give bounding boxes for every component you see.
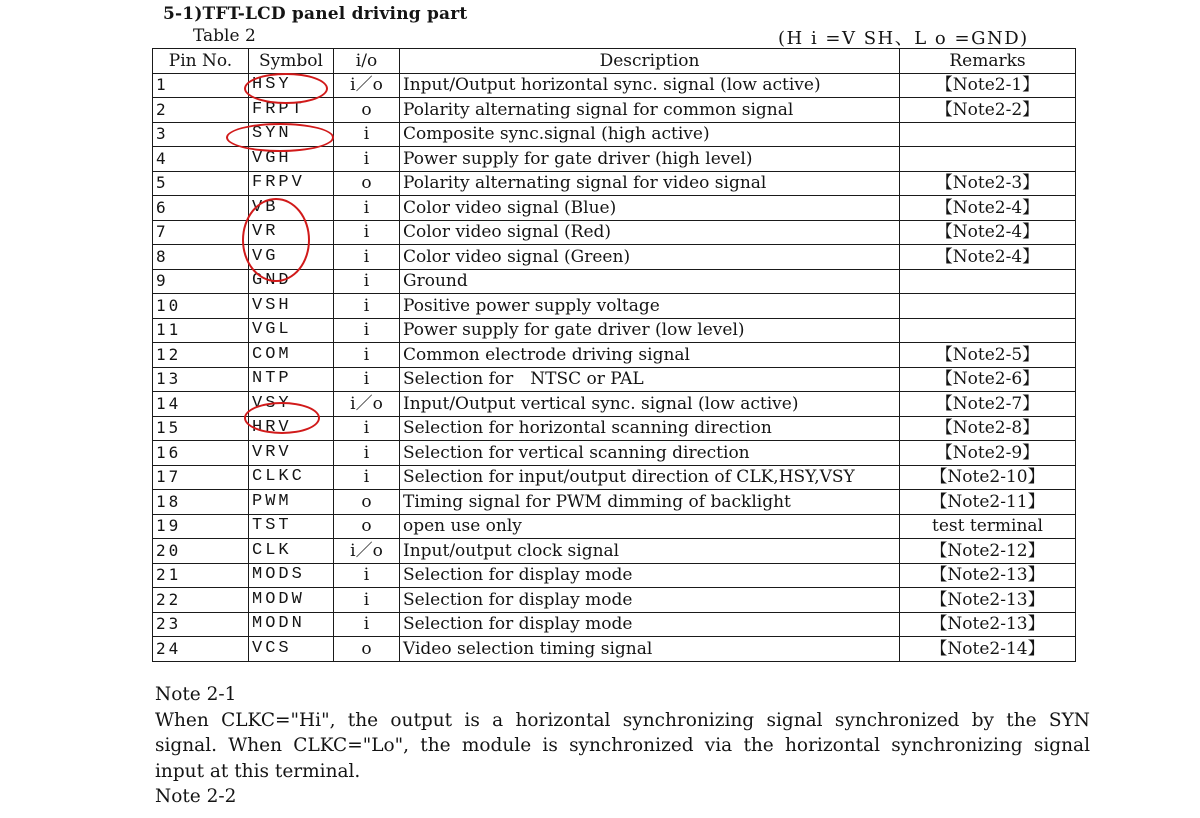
table-row xyxy=(153,73,1076,98)
pin-number-cell: 22 xyxy=(153,588,249,613)
io-cell: i xyxy=(334,343,400,368)
table-row xyxy=(153,343,1076,368)
symbol-cell: GND xyxy=(249,269,334,294)
pin-number-cell: 14 xyxy=(153,392,249,417)
symbol-cell: SYN xyxy=(249,122,334,147)
description-cell: Input/output clock signal xyxy=(400,539,900,564)
description-cell: Selection for input/output direction of CLK,HSY,VSY xyxy=(400,465,900,490)
remarks-cell: 【Note2-12】 xyxy=(900,539,1076,564)
table-row xyxy=(153,612,1076,637)
symbol-cell: FRPT xyxy=(249,98,334,123)
remarks-cell: 【Note2-4】 xyxy=(900,220,1076,245)
pin-number-cell: 3 xyxy=(153,122,249,147)
description-cell: Composite sync.signal (high active) xyxy=(400,122,900,147)
description-cell: Selection for NTSC or PAL xyxy=(400,367,900,392)
symbol-cell: TST xyxy=(249,514,334,539)
io-cell: i xyxy=(334,294,400,319)
description-cell: Positive power supply voltage xyxy=(400,294,900,319)
header-remarks: Remarks xyxy=(900,49,1076,74)
description-cell: Selection for display mode xyxy=(400,588,900,613)
pin-number-cell: 2 xyxy=(153,98,249,123)
note-2-1-text-line: When CLKC="Hi", the output is a horizontal synchronizing signal synchronized by the SYN xyxy=(155,709,1090,731)
symbol-cell: CLKC xyxy=(249,465,334,490)
remarks-cell: test terminal xyxy=(900,514,1076,539)
symbol-cell: MODN xyxy=(249,612,334,637)
description-cell: Input/Output horizontal sync. signal (low active) xyxy=(400,73,900,98)
io-cell: i xyxy=(334,122,400,147)
header-pin-no: Pin No. xyxy=(153,49,249,74)
table-row xyxy=(153,171,1076,196)
table-row xyxy=(153,514,1076,539)
description-cell: Timing signal for PWM dimming of backlight xyxy=(400,490,900,515)
table-row xyxy=(153,245,1076,270)
io-cell: i xyxy=(334,416,400,441)
description-cell: Polarity alternating signal for common signal xyxy=(400,98,900,123)
table-header-row xyxy=(153,49,1076,74)
header-symbol: Symbol xyxy=(249,49,334,74)
io-cell: o xyxy=(334,98,400,123)
pin-number-cell: 21 xyxy=(153,563,249,588)
table-row xyxy=(153,490,1076,515)
io-cell: i xyxy=(334,318,400,343)
pin-number-cell: 19 xyxy=(153,514,249,539)
pin-number-cell: 7 xyxy=(153,220,249,245)
symbol-cell: PWM xyxy=(249,490,334,515)
table-row xyxy=(153,269,1076,294)
remarks-cell: 【Note2-13】 xyxy=(900,612,1076,637)
table-row xyxy=(153,196,1076,221)
io-cell: i／o xyxy=(334,392,400,417)
pin-number-cell: 20 xyxy=(153,539,249,564)
symbol-cell: VGL xyxy=(249,318,334,343)
table-row xyxy=(153,539,1076,564)
remarks-cell: 【Note2-2】 xyxy=(900,98,1076,123)
io-cell: i／o xyxy=(334,539,400,564)
table-row xyxy=(153,392,1076,417)
description-cell: Input/Output vertical sync. signal (low active) xyxy=(400,392,900,417)
notes-section xyxy=(155,682,1090,810)
description-cell: Color video signal (Blue) xyxy=(400,196,900,221)
header-description: Description xyxy=(400,49,900,74)
pin-number-cell: 15 xyxy=(153,416,249,441)
remarks-cell: 【Note2-13】 xyxy=(900,588,1076,613)
pin-number-cell: 16 xyxy=(153,441,249,466)
remarks-cell: 【Note2-9】 xyxy=(900,441,1076,466)
remarks-cell: 【Note2-7】 xyxy=(900,392,1076,417)
remarks-cell xyxy=(900,147,1076,172)
remarks-cell: 【Note2-1】 xyxy=(900,73,1076,98)
pin-number-cell: 24 xyxy=(153,637,249,662)
remarks-cell: 【Note2-10】 xyxy=(900,465,1076,490)
pin-number-cell: 12 xyxy=(153,343,249,368)
pin-number-cell: 8 xyxy=(153,245,249,270)
description-cell: open use only xyxy=(400,514,900,539)
symbol-cell: VSH xyxy=(249,294,334,319)
note-2-1-text-line: input at this terminal. xyxy=(155,760,361,782)
table-row xyxy=(153,220,1076,245)
io-cell: i xyxy=(334,220,400,245)
remarks-cell xyxy=(900,122,1076,147)
io-cell: i／o xyxy=(334,73,400,98)
table-row xyxy=(153,122,1076,147)
pin-number-cell: 13 xyxy=(153,367,249,392)
note-2-1-text-line: signal. When CLKC="Lo", the module is synchronized via the horizontal synchronizing signal xyxy=(155,735,1090,756)
remarks-cell xyxy=(900,318,1076,343)
io-cell: i xyxy=(334,269,400,294)
symbol-cell: VB xyxy=(249,196,334,221)
remarks-cell: 【Note2-13】 xyxy=(900,563,1076,588)
symbol-cell: VGH xyxy=(249,147,334,172)
description-cell: Selection for display mode xyxy=(400,563,900,588)
pin-table xyxy=(152,48,1076,662)
header-io: i/o xyxy=(334,49,400,74)
symbol-cell: VR xyxy=(249,220,334,245)
remarks-cell: 【Note2-3】 xyxy=(900,171,1076,196)
description-cell: Ground xyxy=(400,269,900,294)
remarks-cell: 【Note2-5】 xyxy=(900,343,1076,368)
table-label: Table 2 xyxy=(193,26,256,46)
symbol-cell: HRV xyxy=(249,416,334,441)
remarks-cell xyxy=(900,269,1076,294)
description-cell: Common electrode driving signal xyxy=(400,343,900,368)
io-cell: o xyxy=(334,637,400,662)
pin-number-cell: 6 xyxy=(153,196,249,221)
symbol-cell: HSY xyxy=(249,73,334,98)
remarks-cell: 【Note2-11】 xyxy=(900,490,1076,515)
io-cell: i xyxy=(334,588,400,613)
table-row xyxy=(153,416,1076,441)
remarks-cell xyxy=(900,294,1076,319)
symbol-cell: FRPV xyxy=(249,171,334,196)
symbol-cell: VCS xyxy=(249,637,334,662)
section-title: 5-1)TFT-LCD panel driving part xyxy=(163,4,468,24)
note-2-2-heading: Note 2-2 xyxy=(155,786,237,807)
pin-number-cell: 4 xyxy=(153,147,249,172)
io-cell: o xyxy=(334,171,400,196)
io-cell: i xyxy=(334,441,400,466)
table-row xyxy=(153,465,1076,490)
symbol-cell: VG xyxy=(249,245,334,270)
symbol-cell: MODW xyxy=(249,588,334,613)
remarks-cell: 【Note2-8】 xyxy=(900,416,1076,441)
level-legend: (H i =V SH、L o =GND) xyxy=(778,28,1029,49)
remarks-cell: 【Note2-6】 xyxy=(900,367,1076,392)
description-cell: Selection for display mode xyxy=(400,612,900,637)
symbol-cell: VSY xyxy=(249,392,334,417)
io-cell: i xyxy=(334,147,400,172)
note-2-1-heading: Note 2-1 xyxy=(155,684,237,705)
description-cell: Color video signal (Green) xyxy=(400,245,900,270)
description-cell: Selection for horizontal scanning direction xyxy=(400,416,900,441)
description-cell: Selection for vertical scanning direction xyxy=(400,441,900,466)
io-cell: i xyxy=(334,196,400,221)
pin-number-cell: 23 xyxy=(153,612,249,637)
io-cell: o xyxy=(334,514,400,539)
symbol-cell: MODS xyxy=(249,563,334,588)
pin-number-cell: 11 xyxy=(153,318,249,343)
table-row xyxy=(153,318,1076,343)
description-cell: Power supply for gate driver (low level) xyxy=(400,318,900,343)
description-cell: Video selection timing signal xyxy=(400,637,900,662)
pin-number-cell: 9 xyxy=(153,269,249,294)
table-row xyxy=(153,98,1076,123)
io-cell: i xyxy=(334,612,400,637)
description-cell: Power supply for gate driver (high level) xyxy=(400,147,900,172)
description-cell: Polarity alternating signal for video signal xyxy=(400,171,900,196)
table-row xyxy=(153,588,1076,613)
symbol-cell: CLK xyxy=(249,539,334,564)
io-cell: i xyxy=(334,563,400,588)
description-cell: Color video signal (Red) xyxy=(400,220,900,245)
pin-number-cell: 18 xyxy=(153,490,249,515)
io-cell: i xyxy=(334,465,400,490)
symbol-cell: COM xyxy=(249,343,334,368)
io-cell: i xyxy=(334,367,400,392)
symbol-cell: VRV xyxy=(249,441,334,466)
remarks-cell: 【Note2-4】 xyxy=(900,196,1076,221)
table-row xyxy=(153,563,1076,588)
remarks-cell: 【Note2-4】 xyxy=(900,245,1076,270)
table-row xyxy=(153,294,1076,319)
table-row xyxy=(153,367,1076,392)
pin-number-cell: 17 xyxy=(153,465,249,490)
table-row xyxy=(153,637,1076,662)
io-cell: o xyxy=(334,490,400,515)
pin-number-cell: 1 xyxy=(153,73,249,98)
pin-number-cell: 10 xyxy=(153,294,249,319)
table-row xyxy=(153,147,1076,172)
remarks-cell: 【Note2-14】 xyxy=(900,637,1076,662)
pin-number-cell: 5 xyxy=(153,171,249,196)
io-cell: i xyxy=(334,245,400,270)
table-row xyxy=(153,441,1076,466)
symbol-cell: NTP xyxy=(249,367,334,392)
